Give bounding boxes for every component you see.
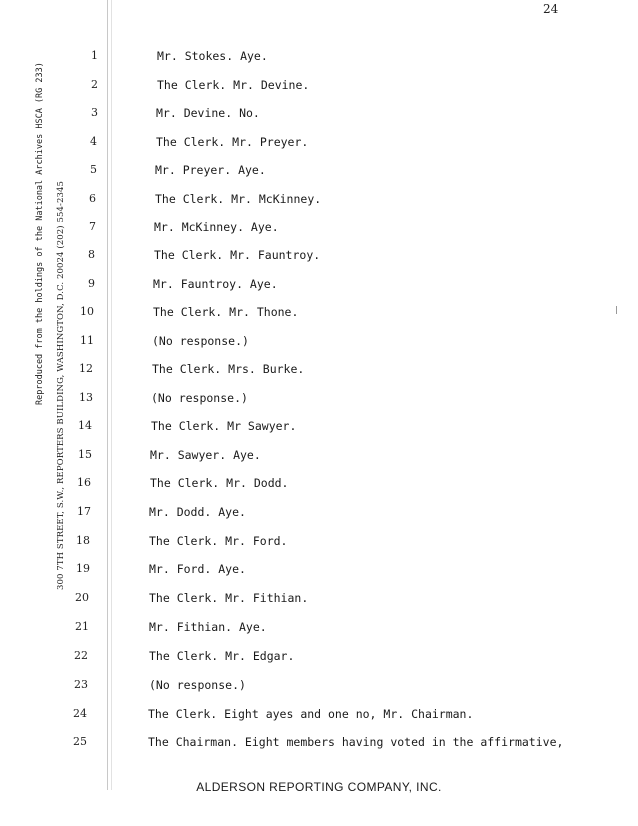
line-number: 7 [89, 220, 96, 233]
footer-company: ALDERSON REPORTING COMPANY, INC. [196, 780, 442, 794]
line-text: The Clerk. Mr. Devine. [157, 78, 310, 92]
transcript-line [0, 561, 638, 581]
line-text: The Clerk. Mr. Dodd. [150, 476, 289, 490]
transcript-line [0, 504, 638, 524]
transcript-line [0, 219, 638, 239]
line-text: The Clerk. Mrs. Burke. [152, 362, 305, 376]
line-number: 23 [74, 678, 88, 691]
line-number: 2 [91, 78, 98, 91]
transcript-line [0, 333, 638, 353]
transcript-line [0, 390, 638, 410]
transcript-line [0, 677, 638, 697]
transcript-line [0, 105, 638, 125]
line-text: Mr. Dodd. Aye. [149, 505, 246, 519]
line-text: The Chairman. Eight members having voted in the affirmative, [148, 735, 564, 749]
line-number: 15 [78, 448, 92, 461]
line-number: 9 [88, 277, 95, 290]
line-number: 21 [75, 620, 89, 633]
transcript-line [0, 276, 638, 296]
line-text: The Clerk. Mr. Fauntroy. [154, 248, 321, 262]
line-text: The Clerk. Eight ayes and one no, Mr. Chairman. [148, 707, 474, 721]
transcript-line [0, 77, 638, 97]
transcript-line [0, 648, 638, 668]
line-text: Mr. Ford. Aye. [149, 562, 246, 576]
line-number: 20 [75, 591, 89, 604]
line-number: 13 [79, 391, 93, 404]
transcript-line [0, 734, 638, 754]
line-number: 22 [74, 649, 88, 662]
line-text: Mr. Stokes. Aye. [157, 49, 268, 63]
line-number: 25 [73, 735, 87, 748]
line-number: 6 [89, 192, 96, 205]
transcript-line [0, 191, 638, 211]
line-text: Mr. Sawyer. Aye. [150, 448, 261, 462]
line-number: 4 [90, 135, 97, 148]
transcript-line [0, 361, 638, 381]
line-number: 12 [79, 362, 93, 375]
transcript-line [0, 418, 638, 438]
line-text: The Clerk. Mr Sawyer. [151, 419, 297, 433]
transcript-line [0, 533, 638, 553]
transcript-line [0, 304, 638, 324]
line-text: Mr. Fauntroy. Aye. [153, 277, 278, 291]
line-number: 5 [90, 163, 97, 176]
transcript-line [0, 447, 638, 467]
line-number: 10 [80, 305, 94, 318]
line-number: 3 [91, 106, 98, 119]
line-text: The Clerk. Mr. Ford. [149, 534, 288, 548]
transcript-line [0, 706, 638, 726]
line-text: The Clerk. Mr. Thone. [153, 305, 299, 319]
line-number: 11 [80, 334, 94, 347]
transcript-line [0, 48, 638, 68]
line-number: 18 [76, 534, 90, 547]
line-text: The Clerk. Mr. Preyer. [156, 135, 309, 149]
line-text: (No response.) [152, 334, 249, 348]
transcript-line [0, 162, 638, 182]
line-number: 17 [77, 505, 91, 518]
line-text: Mr. Fithian. Aye. [149, 620, 267, 634]
archive-stamp: Reproduced from the holdings of the National Archives HSCA (RG 233) [35, 62, 45, 405]
line-text: Mr. Preyer. Aye. [155, 163, 266, 177]
line-text: Mr. McKinney. Aye. [154, 220, 279, 234]
line-text: The Clerk. Mr. McKinney. [155, 192, 322, 206]
transcript-line [0, 134, 638, 154]
line-number: 16 [77, 476, 91, 489]
transcript-line [0, 619, 638, 639]
line-number: 19 [76, 562, 90, 575]
transcript-line [0, 475, 638, 495]
transcript-line [0, 247, 638, 267]
line-text: (No response.) [151, 391, 248, 405]
transcript-line [0, 590, 638, 610]
line-number: 24 [73, 707, 87, 720]
page-number: 24 [543, 2, 559, 16]
line-text: The Clerk. Mr. Fithian. [149, 591, 309, 605]
line-text: Mr. Devine. No. [156, 106, 260, 120]
line-text: (No response.) [149, 678, 246, 692]
line-number: 14 [78, 419, 92, 432]
line-number: 1 [91, 49, 98, 62]
line-text: The Clerk. Mr. Edgar. [149, 649, 295, 663]
line-number: 8 [88, 248, 95, 261]
reporter-address: 300 7TH STREET, S.W., REPORTERS BUILDING, WASHINGTON, D.C. 20024 (202) 554-2345 [56, 180, 66, 590]
